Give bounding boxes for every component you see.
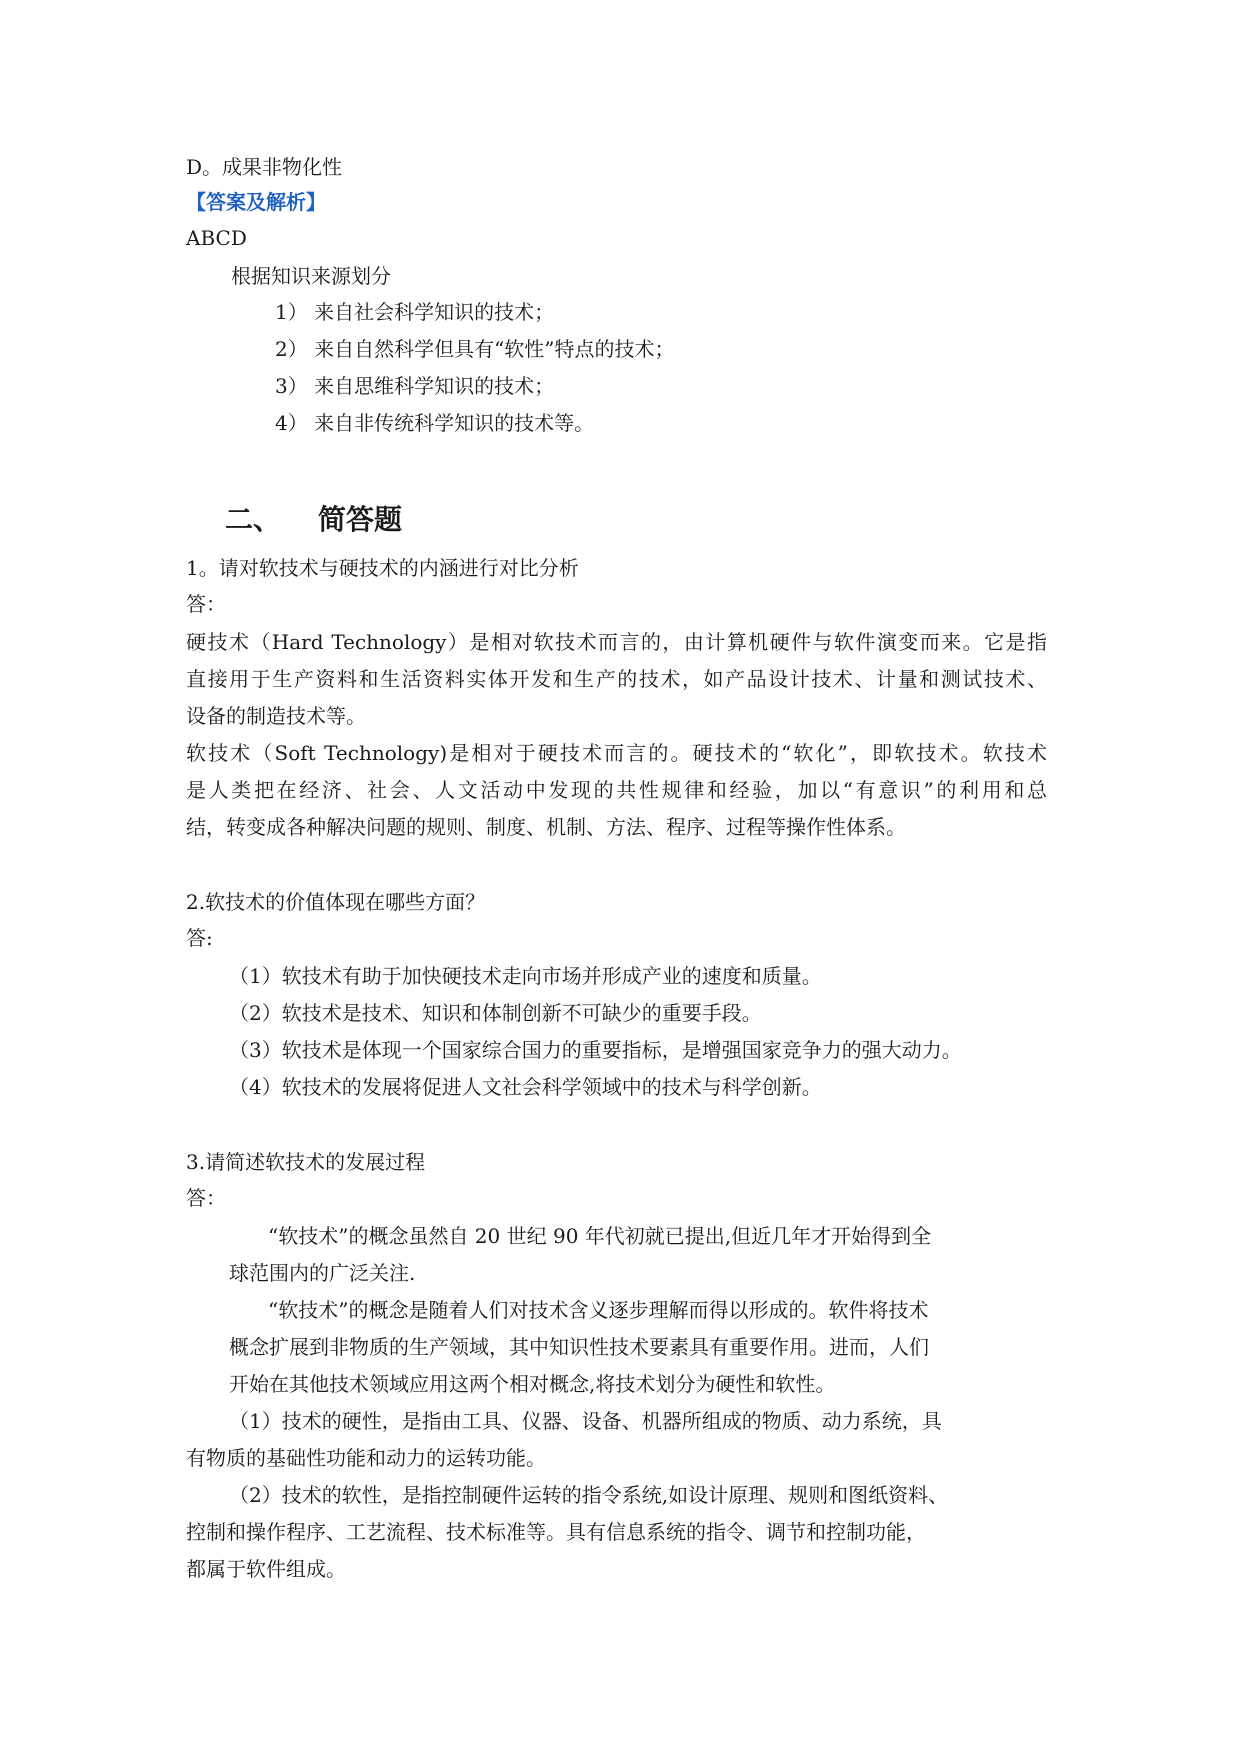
answer-label: 答:: [186, 926, 213, 950]
option-d: D。成果非物化性: [186, 155, 343, 179]
paragraph-line: 设备的制造技术等。: [186, 704, 366, 728]
section-title: 简答题: [318, 503, 403, 536]
paragraph-line: 硬技术（Hard Technology）是相对软技术而言的，由计算机硬件与软件演变而来。它是指: [186, 630, 1047, 654]
answer-label: 答：: [186, 1186, 226, 1210]
paragraph-line: 球范围内的广泛关注.: [229, 1261, 416, 1285]
question-2: 2.软技术的价值体现在哪些方面？: [186, 890, 486, 914]
paragraph-line: “软技术”的概念是随着人们对技术含义逐步理解而得以形成的。软件将技术: [268, 1298, 929, 1322]
list-item: （1）软技术有助于加快硬技术走向市场并形成产业的速度和质量。: [229, 964, 822, 988]
section-heading: [225, 502, 402, 538]
paragraph-line: “软技术”的概念虽然自 20 世纪 90 年代初就已提出,但近几年才开始得到全: [268, 1224, 932, 1248]
question-1: 1。请对软技术与硬技术的内涵进行对比分析: [186, 556, 579, 580]
paragraph-line: 结，转变成各种解决问题的规则、制度、机制、方法、程序、过程等操作性体系。: [186, 815, 906, 839]
list-item: 3） 来自思维科学知识的技术；: [275, 374, 555, 398]
paragraph-line: （2）技术的软性，是指控制硬件运转的指令系统,如设计原理、规则和图纸资料、: [229, 1483, 949, 1507]
paragraph-line: 软技术（Soft Technology)是相对于硬技术而言的。硬技术的“软化”，即软技术。软技术: [186, 741, 1047, 765]
paragraph-line: 直接用于生产资料和生活资料实体开发和生产的技术，如产品设计技术、计量和测试技术、: [186, 667, 1047, 691]
answer-value: ABCD: [186, 226, 247, 250]
list-item: 1） 来自社会科学知识的技术；: [275, 300, 555, 324]
list-item: 2） 来自自然科学但具有“软性”特点的技术；: [275, 337, 675, 361]
paragraph-line: 概念扩展到非物质的生产领域，其中知识性技术要素具有重要作用。进而，人们: [229, 1335, 929, 1359]
answer-header: 【答案及解析】: [186, 190, 326, 214]
paragraph-line: 开始在其他技术领域应用这两个相对概念,将技术划分为硬性和软性。: [229, 1372, 836, 1396]
section-number: 二、: [225, 503, 282, 536]
paragraph-line: （1）技术的硬性，是指由工具、仪器、设备、机器所组成的物质、动力系统，具: [229, 1409, 942, 1433]
list-item: （2）软技术是技术、知识和体制创新不可缺少的重要手段。: [229, 1001, 762, 1025]
question-3: 3.请简述软技术的发展过程: [186, 1150, 426, 1174]
paragraph-line: 控制和操作程序、工艺流程、技术标准等。具有信息系统的指令、调节和控制功能，: [186, 1520, 926, 1544]
list-item: （4）软技术的发展将促进人文社会科学领域中的技术与科学创新。: [229, 1075, 822, 1099]
basis-text: 根据知识来源划分: [231, 264, 391, 288]
list-item: 4） 来自非传统科学知识的技术等。: [275, 411, 595, 435]
paragraph-line: 都属于软件组成。: [186, 1557, 346, 1581]
list-item: （3）软技术是体现一个国家综合国力的重要指标，是增强国家竞争力的强大动力。: [229, 1038, 962, 1062]
answer-label: 答：: [186, 592, 226, 616]
paragraph-line: 是人类把在经济、社会、人文活动中发现的共性规律和经验，加以“有意识”的利用和总: [186, 778, 1047, 802]
paragraph-line: 有物质的基础性功能和动力的运转功能。: [186, 1446, 546, 1470]
